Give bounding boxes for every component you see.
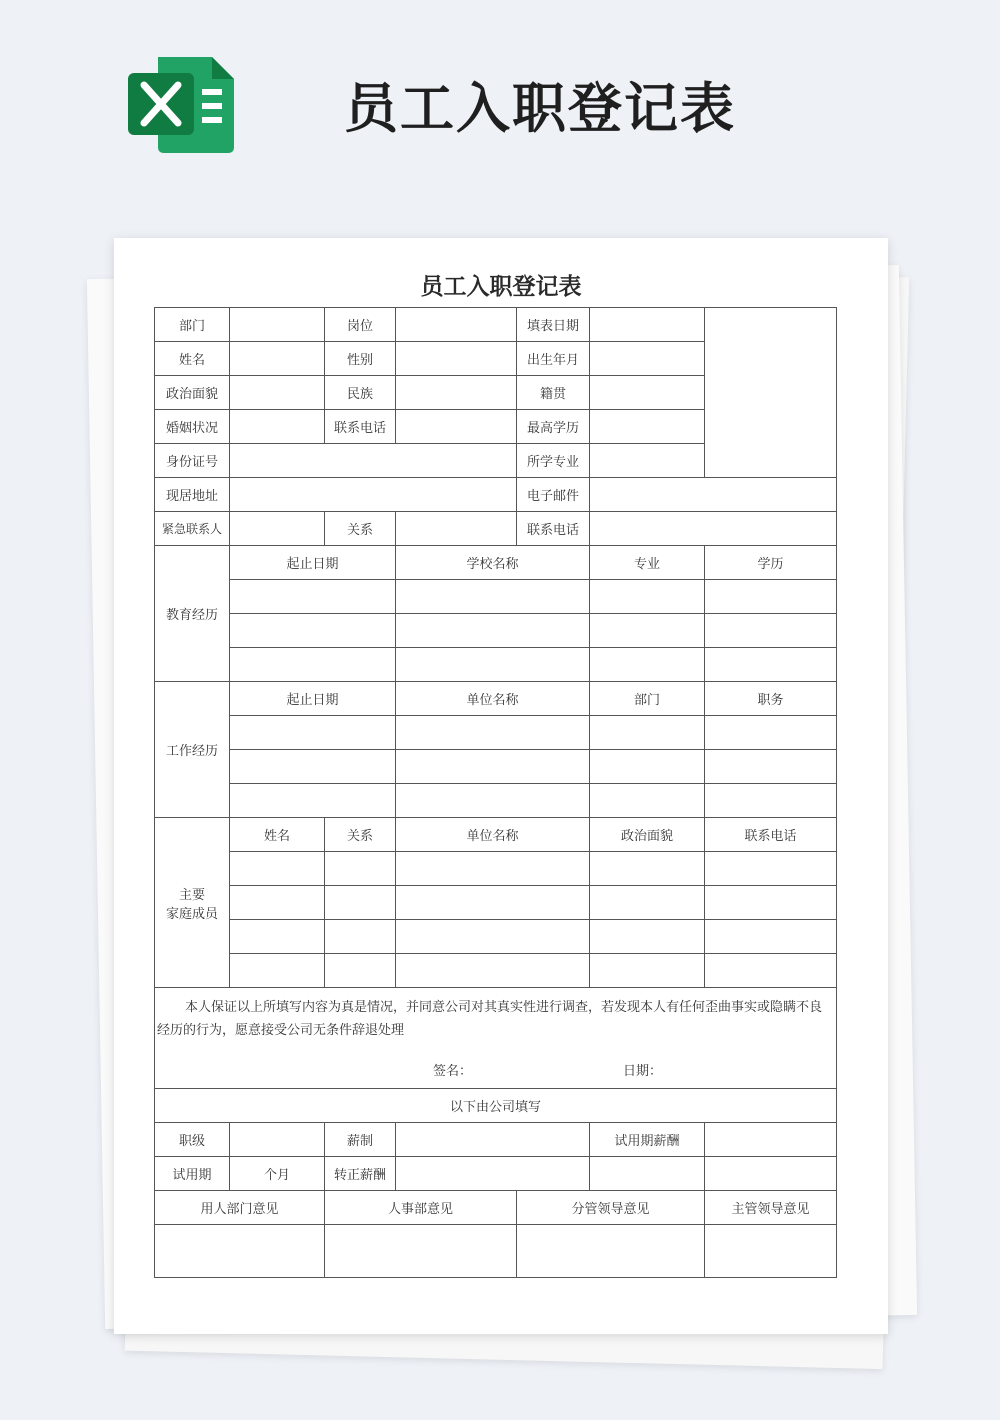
label-marital: 婚姻状况 [155,410,230,444]
family-cell[interactable] [396,852,590,886]
family-cell[interactable] [325,886,396,920]
family-cell[interactable] [590,920,705,954]
edu-cell[interactable] [396,648,590,682]
opinion-cell-department[interactable] [155,1225,325,1278]
input-probation-salary[interactable] [705,1123,837,1157]
opinion-header-department: 用人部门意见 [155,1191,325,1225]
edu-cell[interactable] [590,580,705,614]
label-emergency-phone: 联系电话 [517,512,590,546]
input-position[interactable] [396,308,517,342]
family-label-line1: 主要 [178,887,205,903]
opinion-header-division-leader: 分管领导意见 [517,1191,705,1225]
table-row [155,852,837,886]
work-cell[interactable] [590,750,705,784]
label-emergency-contact: 紧急联系人 [155,512,230,546]
date-label: 日期： [623,1064,663,1079]
input-birth[interactable] [590,342,705,376]
input-major[interactable] [590,444,705,478]
input-political[interactable] [230,376,325,410]
work-cell[interactable] [230,784,396,818]
work-cell[interactable] [590,716,705,750]
table-row [155,308,837,342]
family-cell[interactable] [230,886,325,920]
family-cell[interactable] [705,954,837,988]
work-header-dates: 起止日期 [230,682,396,716]
table-row [155,886,837,920]
table-row [155,1191,837,1225]
label-birth: 出生年月 [517,342,590,376]
input-fill-date[interactable] [590,308,705,342]
table-row [155,954,837,988]
input-gender[interactable] [396,342,517,376]
work-header-department: 部门 [590,682,705,716]
input-phone[interactable] [396,410,517,444]
label-probation: 试用期 [155,1157,230,1191]
label-education: 最高学历 [517,410,590,444]
label-gender: 性别 [325,342,396,376]
family-cell[interactable] [590,954,705,988]
table-row [155,988,837,1089]
blank-cell[interactable] [590,1157,705,1191]
table-row [155,1157,837,1191]
table-row [155,784,837,818]
probation-months[interactable]: 个月 [230,1157,325,1191]
table-row [155,648,837,682]
input-id-number[interactable] [230,444,517,478]
family-cell[interactable] [705,920,837,954]
input-name[interactable] [230,342,325,376]
label-id-number: 身份证号 [155,444,230,478]
table-row [155,920,837,954]
family-header-name: 姓名 [230,818,325,852]
table-row [155,1225,837,1278]
input-emergency-phone[interactable] [590,512,837,546]
label-level: 职级 [155,1123,230,1157]
family-cell[interactable] [705,886,837,920]
edu-cell[interactable] [396,580,590,614]
family-header-relation: 关系 [325,818,396,852]
family-header-political: 政治面貌 [590,818,705,852]
table-row [155,580,837,614]
label-native-place: 籍贯 [517,376,590,410]
work-cell[interactable] [705,750,837,784]
statement-cell [155,988,837,1089]
excel-icon [128,57,234,153]
input-department[interactable] [230,308,325,342]
family-cell[interactable] [590,852,705,886]
edu-cell[interactable] [705,580,837,614]
table-row [155,818,837,852]
input-email[interactable] [590,478,837,512]
edu-header-major: 专业 [590,546,705,580]
family-label-line2: 家庭成员 [165,906,218,922]
table-row [155,478,837,512]
opinion-cell-chief-leader[interactable] [705,1225,837,1278]
input-ethnicity[interactable] [396,376,517,410]
input-native-place[interactable] [590,376,705,410]
signature-label: 签名： [433,1064,473,1079]
family-cell[interactable] [325,852,396,886]
input-level[interactable] [230,1123,325,1157]
form-sheet [114,238,888,1334]
registration-table [154,307,837,1278]
table-row [155,546,837,580]
family-header-company: 单位名称 [396,818,590,852]
opinion-cell-division-leader[interactable] [517,1225,705,1278]
education-label: 教育经历 [155,546,230,682]
input-emergency-contact[interactable] [230,512,325,546]
input-education[interactable] [590,410,705,444]
edu-cell[interactable] [705,614,837,648]
family-cell[interactable] [230,920,325,954]
edu-cell[interactable] [230,614,396,648]
work-cell[interactable] [705,716,837,750]
family-cell[interactable] [230,852,325,886]
edu-cell[interactable] [230,580,396,614]
family-cell[interactable] [705,852,837,886]
work-cell[interactable] [396,784,590,818]
photo-cell[interactable] [705,308,837,478]
label-name: 姓名 [155,342,230,376]
family-label [155,818,230,988]
input-regular-salary[interactable] [396,1157,590,1191]
family-cell[interactable] [590,886,705,920]
blank-cell[interactable] [705,1157,837,1191]
table-row [155,614,837,648]
label-relation: 关系 [325,512,396,546]
opinion-cell-hr[interactable] [325,1225,517,1278]
label-ethnicity: 民族 [325,376,396,410]
opinion-header-chief-leader: 主管领导意见 [705,1191,837,1225]
table-row [155,1123,837,1157]
edu-header-school: 学校名称 [396,546,590,580]
work-cell[interactable] [230,716,396,750]
opinion-header-hr: 人事部意见 [325,1191,517,1225]
family-cell[interactable] [396,954,590,988]
label-phone: 联系电话 [325,410,396,444]
work-cell[interactable] [396,750,590,784]
company-section-label: 以下由公司填写 [155,1089,837,1123]
table-row [155,716,837,750]
label-fill-date: 填表日期 [517,308,590,342]
label-regular-salary: 转正薪酬 [325,1157,396,1191]
family-cell[interactable] [230,954,325,988]
work-header-title: 职务 [705,682,837,716]
label-major: 所学专业 [517,444,590,478]
edu-cell[interactable] [590,648,705,682]
label-department: 部门 [155,308,230,342]
family-cell[interactable] [325,920,396,954]
work-cell[interactable] [590,784,705,818]
label-email: 电子邮件 [517,478,590,512]
work-cell[interactable] [705,784,837,818]
family-cell[interactable] [396,920,590,954]
statement-text: 本人保证以上所填写内容为真是情况，并同意公司对其真实性进行调查，若发现本人有任何歪曲事实或隐瞒不良经历的行为，愿意接受公司无条件辞退处理 [157,1000,823,1038]
edu-header-degree: 学历 [705,546,837,580]
work-label: 工作经历 [155,682,230,818]
edu-cell[interactable] [590,614,705,648]
edu-cell[interactable] [396,614,590,648]
table-row [155,682,837,716]
family-cell[interactable] [396,886,590,920]
edu-cell[interactable] [705,648,837,682]
edu-header-dates: 起止日期 [230,546,396,580]
table-row [155,512,837,546]
label-political: 政治面貌 [155,376,230,410]
table-row [155,750,837,784]
label-probation-salary: 试用期薪酬 [590,1123,705,1157]
input-marital[interactable] [230,410,325,444]
table-row [155,1089,837,1123]
label-address: 现居地址 [155,478,230,512]
input-relation[interactable] [396,512,517,546]
input-salary[interactable] [396,1123,590,1157]
page-title: 员工入职登记表 [344,77,736,140]
form-title: 员工入职登记表 [420,274,582,300]
work-cell[interactable] [396,716,590,750]
input-address[interactable] [230,478,517,512]
family-cell[interactable] [325,954,396,988]
work-header-company: 单位名称 [396,682,590,716]
edu-cell[interactable] [230,648,396,682]
family-header-phone: 联系电话 [705,818,837,852]
label-salary: 薪制 [325,1123,396,1157]
label-position: 岗位 [325,308,396,342]
work-cell[interactable] [230,750,396,784]
